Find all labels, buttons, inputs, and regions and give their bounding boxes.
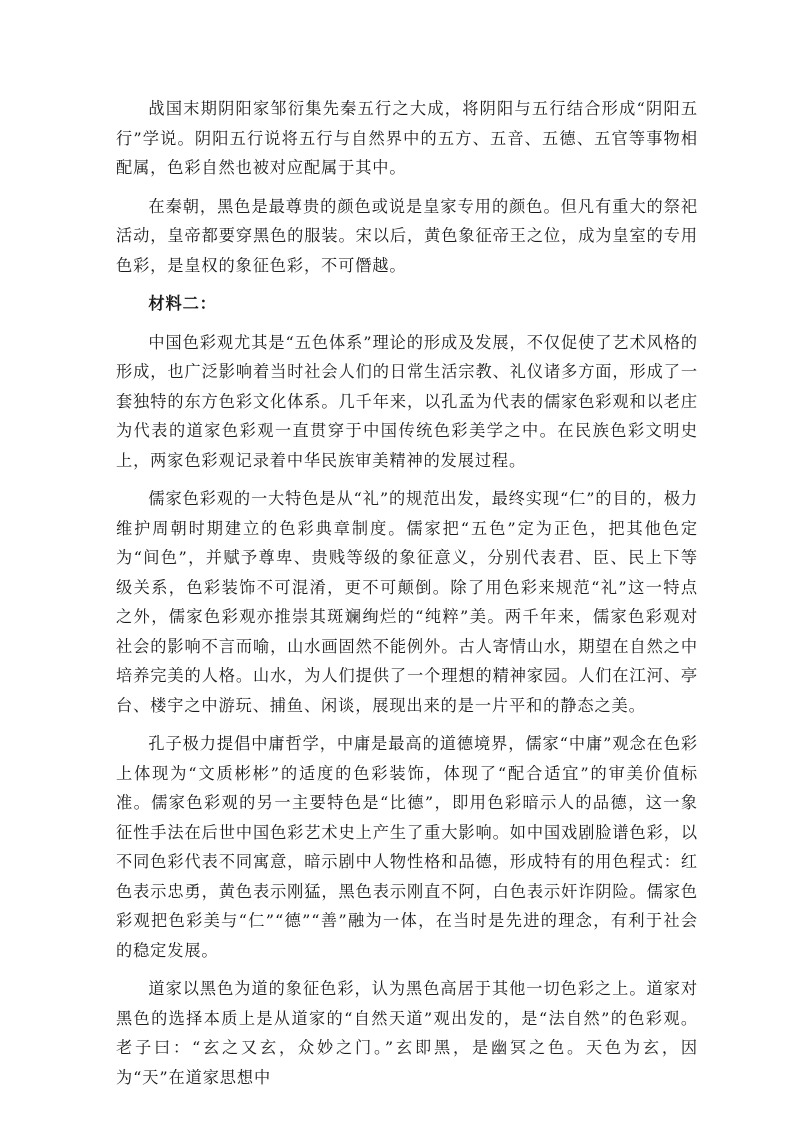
paragraph-confucian-color-view: 儒家色彩观的一大特色是从“礼”的规范出发，最终实现“仁”的目的，极力维护周朝时期建立的色彩典章制度。儒家把“五色”定为正色，把其他色定为“间色”，并赋予尊卑、贵贱等级的象征意义，分别代表君、臣、民上下等级关系，色彩装饰不可混淆，更不可颠倒。除了用色彩来规范“礼”这一特点之外，儒家色彩观亦推崇其斑斓绚烂的“纯粹”美。两千年来，儒家色彩观对社会的影响不言而喻，山水画固然不能例外。古人寄情山水，期望在自然之中培养完美的人格。山水，为人们提供了一个理想的精神家园。人们在江河、亭台、楼宇之中游玩、捕鱼、闲谈，展现出来的是一片平和的静态之美。 — [116, 489, 698, 715]
document-body — [116, 94, 698, 1101]
paragraph-yin-yang-five-elements: 战国末期阴阳家邹衍集先秦五行之大成，将阴阳与五行结合形成“阴阳五行”学说。阴阳五行说将五行与自然界中的五方、五音、五德、五官等事物相配属，色彩自然也被对应配属于其中。 — [116, 99, 698, 177]
paragraph-qin-dynasty-black: 在秦朝，黑色是最尊贵的颜色或说是皇家专用的颜色。但凡有重大的祭祀活动，皇帝都要穿黑色的服装。宋以后，黄色象征帝王之位，成为皇室的专用色彩，是皇权的象征色彩，不可僭越。 — [116, 196, 698, 275]
section-heading-material-two: 材料二： — [148, 294, 217, 313]
paragraph-five-color-system: 中国色彩观尤其是“五色体系”理论的形成及发展，不仅促使了艺术风格的形成，也广泛影响着当时社会人们的日常生活宗教、礼仪诸多方面，形成了一套独特的东方色彩文化体系。几千年来，以孔孟为代表的儒家色彩观和以老庄为代表的道家色彩观一直贯穿于中国传统色彩美学之中。在民族色彩文明史上，两家色彩观记录着中华民族审美精神的发展过程。 — [116, 332, 698, 470]
paragraph-taoist-black: 道家以黑色为道的象征色彩，认为黑色高居于其他一切色彩之上。道家对黑色的选择本质上是从道家的“自然天道”观出发的，是“法自然”的色彩观。老子曰：“玄之又玄，众妙之门。”玄即黑，是幽冥之色。天色为玄，因为“天”在道家思想中 — [116, 979, 698, 1087]
paragraph-doctrine-of-mean: 孔子极力提倡中庸哲学，中庸是最高的道德境界，儒家“中庸”观念在色彩上体现为“文质彬彬”的适度的色彩装饰，体现了“配合适宜”的审美价值标准。儒家色彩观的另一主要特色是“比德”，即用色彩暗示人的品德，这一象征性手法在后世中国色彩艺术史上产生了重大影响。如中国戏剧脸谱色彩，以不同色彩代表不同寓意，暗示剧中人物性格和品德，形成特有的用色程式：红色表示忠勇，黄色表示刚猛，黑色表示刚直不阿，白色表示奸诈阴险。儒家色彩观把色彩美与“仁”“德”“善”融为一体，在当时是先进的理念，有利于社会的稳定发展。 — [116, 734, 698, 960]
